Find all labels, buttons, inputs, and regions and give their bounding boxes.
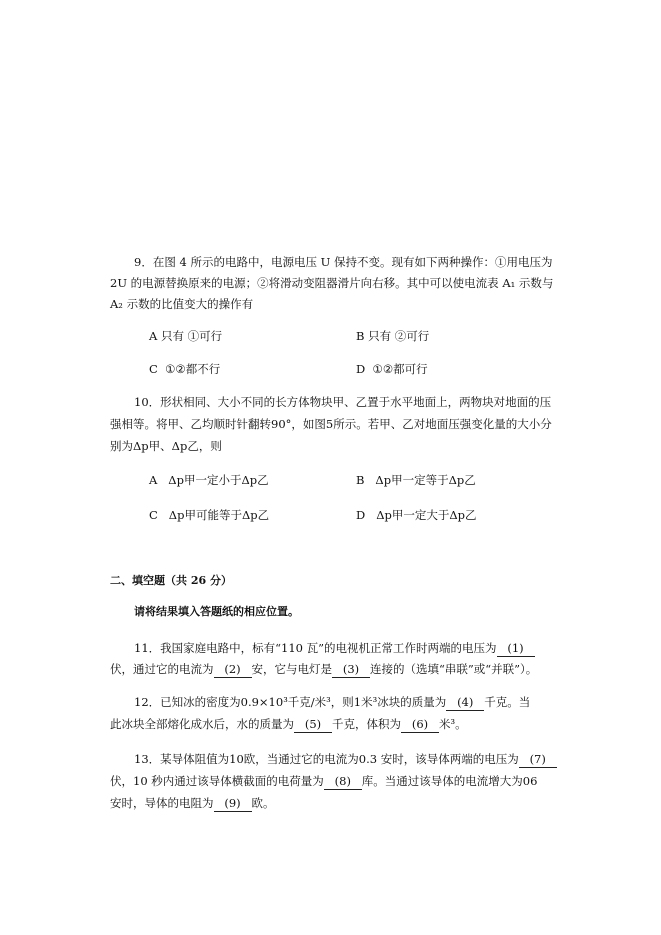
- q9-line-2: 2U 的电源替换原来的电源；②将滑动变阻器滑片向右移。其中可以使电流表 A₁ 示数与: [110, 276, 554, 290]
- q9-option-b-letter: B: [356, 329, 365, 343]
- q9-option-d-letter: D: [356, 362, 366, 376]
- q10-option-a: [149, 472, 269, 488]
- q12-text-1: 12．已知冰的密度为0.9×10³千克/米³，则1米³冰块的质量为: [134, 695, 447, 709]
- q13-line-1: [134, 751, 557, 768]
- q13-text-4: 安时，导体的电阻为: [110, 796, 214, 810]
- q10-option-a-letter: A: [149, 473, 158, 487]
- q9-option-a-letter: A: [149, 329, 158, 343]
- blank-2: (2): [214, 661, 252, 678]
- q10-option-d: [356, 507, 477, 523]
- q10-option-c: [149, 507, 269, 523]
- q12-line-1: [134, 694, 530, 711]
- q12-text-5: 米³。: [439, 717, 467, 731]
- q11-text-3: 安，它与电灯是: [251, 662, 332, 676]
- q10-option-c-text: Δp甲可能等于Δp乙: [168, 508, 270, 522]
- q10-option-d-text: Δp甲一定大于Δp乙: [376, 508, 477, 522]
- q9-option-c-letter: C: [149, 362, 158, 376]
- q10-line-2: 强相等。将甲、乙均顺时针翻转90°，如图5所示。若甲、乙对地面压强变化量的大小分: [110, 417, 552, 431]
- q9-option-b-text: 只有 ②可行: [368, 329, 430, 343]
- q12-line-2: [110, 716, 467, 733]
- q9-option-b: [356, 328, 429, 344]
- q9-option-d: [356, 361, 428, 377]
- q13-line-2: [110, 773, 537, 790]
- q13-text-3: 库。当通过该导体的电流增大为06: [361, 774, 538, 788]
- q10-option-b: [356, 472, 476, 488]
- q11-line-1: [134, 640, 535, 657]
- q10-option-b-letter: B: [356, 473, 365, 487]
- section-instruction: 请将结果填入答题纸的相应位置。: [134, 605, 299, 618]
- blank-8: (8): [324, 773, 362, 790]
- blank-4: (4): [446, 694, 484, 711]
- q10-line-3: 别为Δp甲、Δp乙，则: [110, 439, 222, 453]
- blank-7: (7): [519, 751, 557, 768]
- section-title: 二、填空题（共 26 分）: [110, 574, 232, 587]
- q12-text-2: 千克。当: [484, 695, 531, 709]
- q13-text-1: 13．某导体阻值为10欧，当通过它的电流为0.3 安时，该导体两端的电压为: [134, 752, 519, 766]
- blank-6: (6): [401, 716, 439, 733]
- q9-option-a-text: 只有 ①可行: [160, 329, 223, 343]
- q11-text-1: 11．我国家庭电路中，标有“110 瓦”的电视机正常工作时两端的电压为: [134, 641, 497, 655]
- q13-text-5: 欧。: [251, 796, 275, 810]
- q11-line-2: [110, 661, 537, 678]
- q9-option-a: [149, 328, 222, 344]
- blank-5: (5): [294, 716, 332, 733]
- q11-text-2: 伏，通过它的电流为: [110, 662, 214, 676]
- q10-option-b-text: Δp甲一定等于Δp乙: [375, 473, 476, 487]
- q10-option-d-letter: D: [356, 508, 366, 522]
- q12-text-4: 千克，体积为: [332, 717, 401, 731]
- q9-option-c-text: ①②都不行: [165, 362, 221, 376]
- q10-line-1: 10．形状相同、大小不同的长方体物块甲、乙置于水平地面上，两物块对地面的压: [134, 395, 552, 409]
- q9-option-d-text: ①②都可行: [372, 362, 428, 376]
- q10-option-c-letter: C: [149, 508, 158, 522]
- q10-option-a-text: Δp甲一定小于Δp乙: [168, 473, 269, 487]
- q9-line-3: A₂ 示数的比值变大的操作有: [110, 297, 254, 311]
- q9-option-c: [149, 361, 220, 377]
- q12-text-3: 此冰块全部熔化成水后，水的质量为: [110, 717, 294, 731]
- q11-text-4: 连接的（选填“串联”或“并联”）。: [370, 662, 538, 676]
- blank-3: (3): [332, 661, 370, 678]
- blank-9: (9): [214, 795, 252, 812]
- q9-line-1: 9．在图 4 所示的电路中，电源电压 U 保持不变。现有如下两种操作：①用电压为: [134, 255, 553, 269]
- q13-line-3: [110, 795, 275, 812]
- q13-text-2: 伏，10 秒内通过该导体横截面的电荷量为: [110, 774, 324, 788]
- blank-1: (1): [497, 640, 535, 657]
